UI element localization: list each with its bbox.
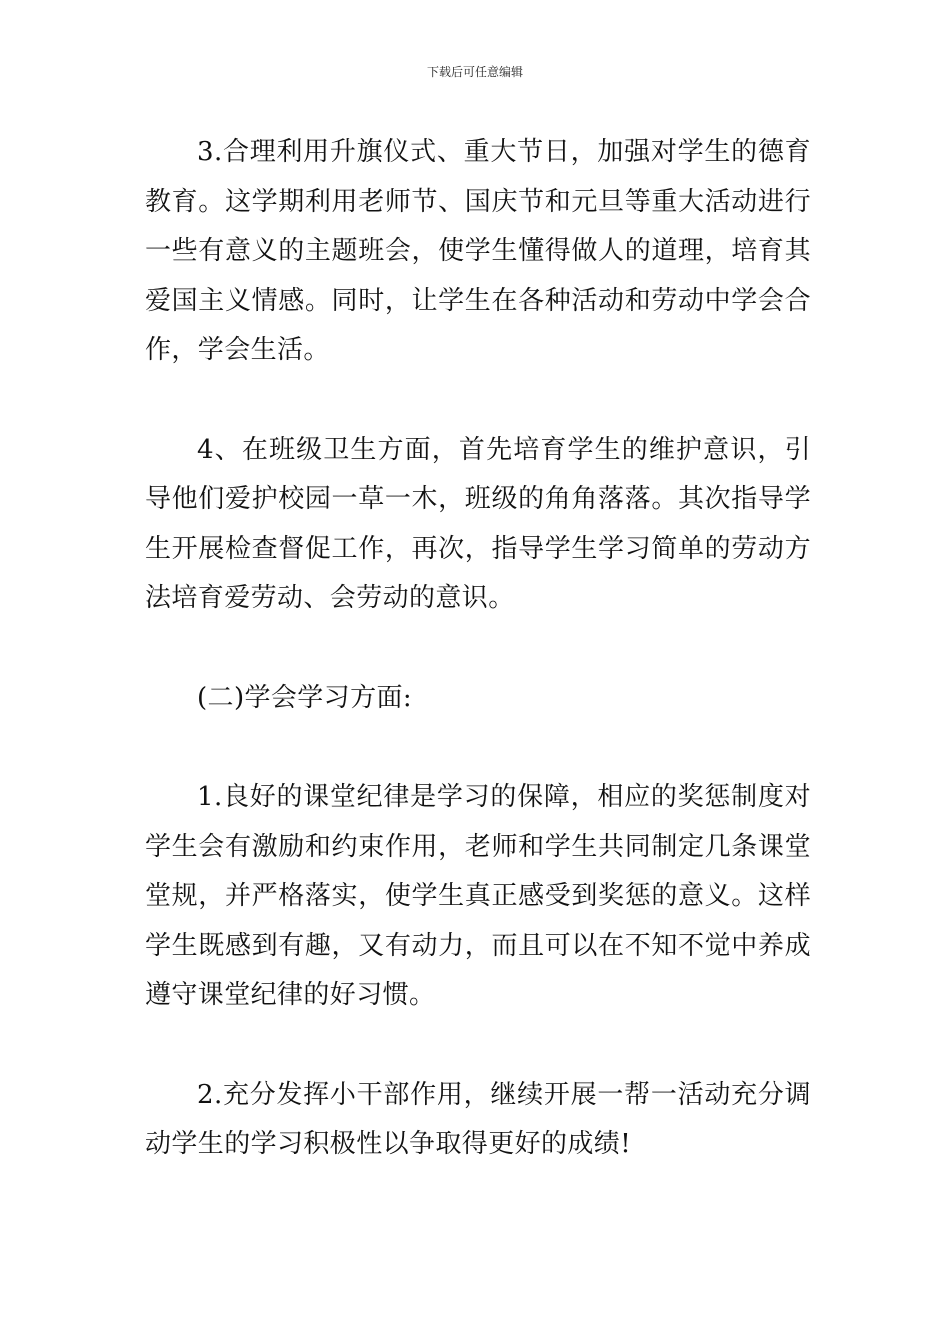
page-header: 下载后可任意编辑 <box>426 65 523 79</box>
paragraph-student-cadres: 2.充分发挥小干部作用，继续开展一帮一活动充分调动学生的学习积极性以争取得更好的成绩! <box>145 1079 811 1159</box>
document-body <box>145 128 811 1170</box>
paragraph-classroom-discipline: 1.良好的课堂纪律是学习的保障，相应的奖惩制度对学生会有激励和约束作用，老师和学生共同制定几条课堂堂规，并严格落实，使学生真正感受到奖惩的意义。这样学生既感到有趣，又有动力，而且可以在不知不觉中养成遵守课堂纪律的好习惯。 <box>145 782 811 1010</box>
section-heading-learning: (二)学会学习方面: <box>197 682 413 713</box>
paragraph-class-hygiene: 4、在班级卫生方面，首先培育学生的维护意识，引导他们爱护校园一草一木，班级的角角落落。其次指导学生开展检查督促工作，再次，指导学生学习简单的劳动方法培育爱劳动、会劳动的意识。 <box>145 434 811 613</box>
paragraph-moral-education: 3.合理利用升旗仪式、重大节日，加强对学生的德育教育。这学期利用老师节、国庆节和元旦等重大活动进行一些有意义的主题班会，使学生懂得做人的道理，培育其爱国主义情感。同时，让学生在各种活动和劳动中学会合作，学会生活。 <box>145 137 811 365</box>
